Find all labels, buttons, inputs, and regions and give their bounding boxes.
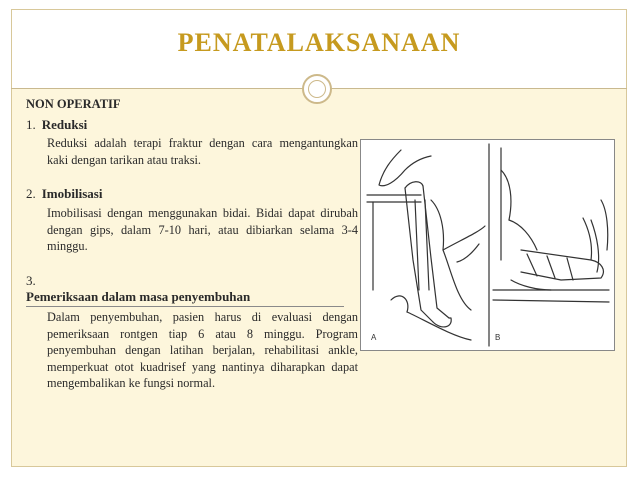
leg-traction-illustration	[360, 139, 615, 351]
item-1-text: Reduksi adalah terapi fraktur dengan cara mengantungkan kaki dengan tarikan atau traksi.	[47, 136, 358, 167]
slide-content	[26, 96, 358, 392]
item-3-text: Dalam penyembuhan, pasien harus di evaluasi dengan pemeriksaan rontgen tiap 6 atau 8 minggu. Program penyembuhan dengan latihan berjalan, rehabilitasi ankle, memperkuat otot kuadrisef yang nantinya diharapkan dapat mengembalikan ke fungsi normal.	[47, 309, 358, 391]
illustration-svg	[361, 140, 614, 350]
item-1-title-text: Reduksi	[41, 116, 88, 132]
item-3-title-text: Pemeriksaan dalam masa penyembuhan	[26, 289, 344, 307]
item-2-title	[26, 186, 358, 203]
item-2-title-text: Imobilisasi	[41, 186, 103, 202]
item-2-number: 2.	[26, 186, 36, 202]
figure-label-b: B	[495, 333, 501, 342]
item-1-title	[26, 117, 358, 134]
item-1-number: 1.	[26, 116, 36, 132]
section-heading: NON OPERATIF	[26, 97, 121, 111]
slide-title: PENATALAKSANAAN	[177, 28, 461, 57]
item-3-title	[26, 273, 358, 307]
figure-label-a: A	[371, 333, 377, 342]
item-3-number: 3.	[26, 272, 36, 288]
item-2-text: Imobilisasi dengan menggunakan bidai. Bidai dapat dirubah dengan gips, dalam 7-10 hari, atau dibiarkan selama 3-4 minggu.	[47, 205, 358, 254]
